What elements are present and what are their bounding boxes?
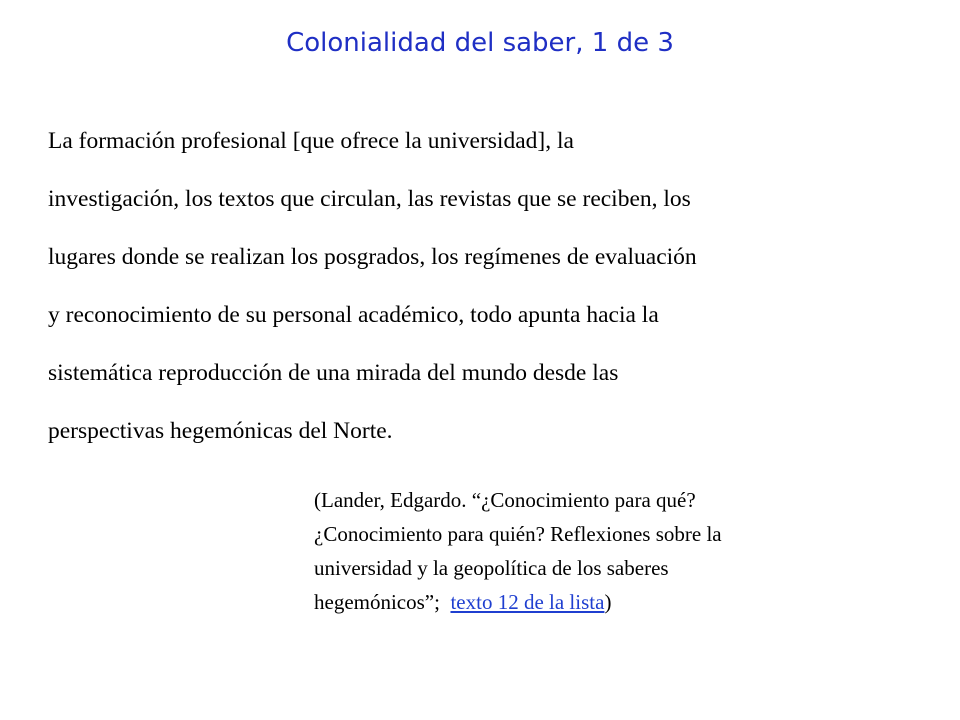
quote-line: investigación, los textos que circulan, las revistas que se reciben, los xyxy=(48,186,691,212)
quote-line: sistemática reproducción de una mirada del mundo desde las xyxy=(48,360,619,386)
quote-line: y reconocimiento de su personal académico, todo apunta hacia la xyxy=(48,302,659,328)
citation xyxy=(314,483,914,619)
citation-last-line xyxy=(314,585,914,619)
citation-suffix: ) xyxy=(604,590,612,614)
citation-prefix: hegemónicos”; xyxy=(314,590,451,614)
reading-list-link[interactable]: texto 12 de la lista xyxy=(450,590,605,614)
quote-line: La formación profesional [que ofrece la universidad], la xyxy=(48,128,574,154)
quote-line: perspectivas hegemónicas del Norte. xyxy=(48,418,393,444)
slide-title: Colonialidad del saber, 1 de 3 xyxy=(286,28,674,58)
quote-line: lugares donde se realizan los posgrados, los regímenes de evaluación xyxy=(48,244,697,270)
citation-line: ¿Conocimiento para quién? Reflexiones sobre la xyxy=(314,522,722,546)
citation-line: universidad y la geopolítica de los saberes xyxy=(314,556,669,580)
citation-line: (Lander, Edgardo. “¿Conocimiento para qué? xyxy=(314,488,696,512)
quote-paragraph xyxy=(48,112,928,460)
